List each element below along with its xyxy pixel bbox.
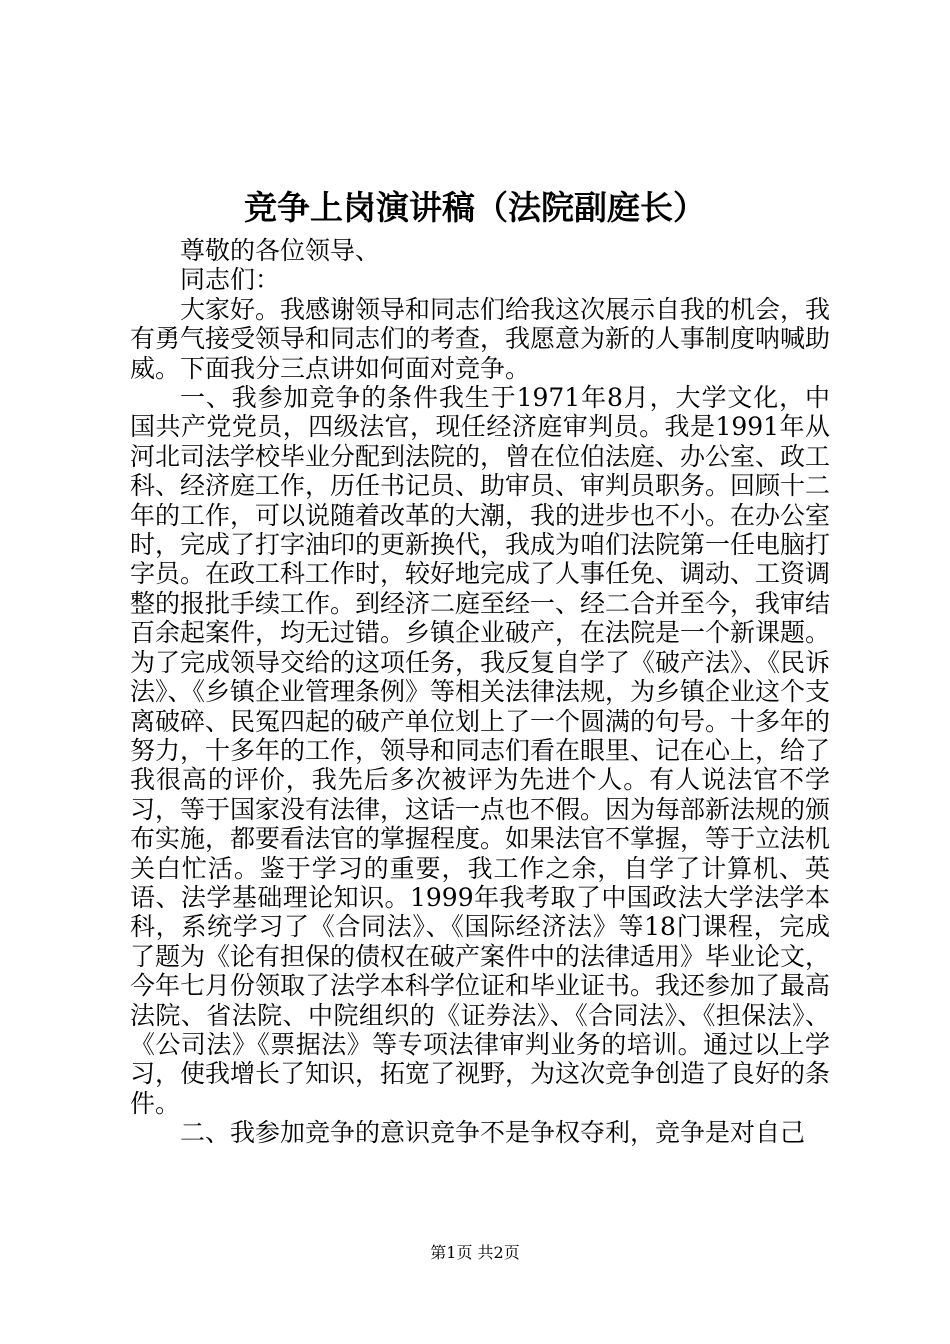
document-title: 竞争上岗演讲稿（法院副庭长）	[244, 188, 706, 227]
page-footer: 第1页 共2页	[430, 1243, 520, 1262]
paragraph-section-one: 一、我参加竞争的条件我生于1971年8月，大学文化，中国共产党党员，四级法官，现任经济庭审判员。我是1991年从河北司法学校毕业分配到法院的，曾在位伯法庭、办公室、政工科、经济庭工作，历任书记员、助审员、审判员职务。回顾十二年的工作，可以说随着改革的大潮，我的进步也不小。在办公室时，完成了打字油印的更新换代，我成为咱们法院第一任电脑打字员。在政工科工作时，较好地完成了人事任免、调动、工资调整的报批手续工作。到经济二庭至经一、经二合并至今，我审结百余起案件，均无过错。乡镇企业破产，在法院是一个新课题。为了完成领导交给的这项任务，我反复自学了《破产法》、《民诉法》、《乡镇企业管理条例》等相关法律法规，为乡镇企业这个支离破碎、民冤四起的破产单位划上了一个圆满的句号。十多年的努力，十多年的工作，领导和同志们看在眼里、记在心上，给了我很高的评价，我先后多次被评为先进个人。有人说法官不学习，等于国家没有法律，这话一点也不假。因为每部新法规的颁布实施，都要看法官的掌握程度。如果法官不掌握，等于立法机关白忙活。鉴于学习的重要，我工作之余，自学了计算机、英语、法学基础理论知识。1999年我考取了中国政法大学法学本科，系统学习了《合同法》、《国际经济法》等18门课程，完成了题为《论有担保的债权在破产案件中的法律适用》毕业论文，今年七月份领取了法学本科学位证和毕业证书。我还参加了最高法院、省法院、中院组织的《证券法》、《合同法》、《担保法》、《公司法》《票据法》等专项法律审判业务的培训。通过以上学习，使我增长了知识，拓宽了视野，为这次竞争创造了良好的条件。	[130, 383, 831, 1118]
document-body	[130, 236, 830, 1148]
paragraph-section-two: 二、我参加竞争的意识竞争不是争权夺利，竞争是对自己	[180, 1118, 806, 1148]
salutation-line-2: 同志们：	[180, 265, 281, 295]
paragraph-greeting: 大家好。我感谢领导和同志们给我这次展示自我的机会，我有勇气接受领导和同志们的考查，我愿意为新的人事制度呐喊助威。下面我分三点讲如何面对竞争。	[130, 294, 831, 383]
salutation-line-1: 尊敬的各位领导、	[180, 236, 381, 265]
